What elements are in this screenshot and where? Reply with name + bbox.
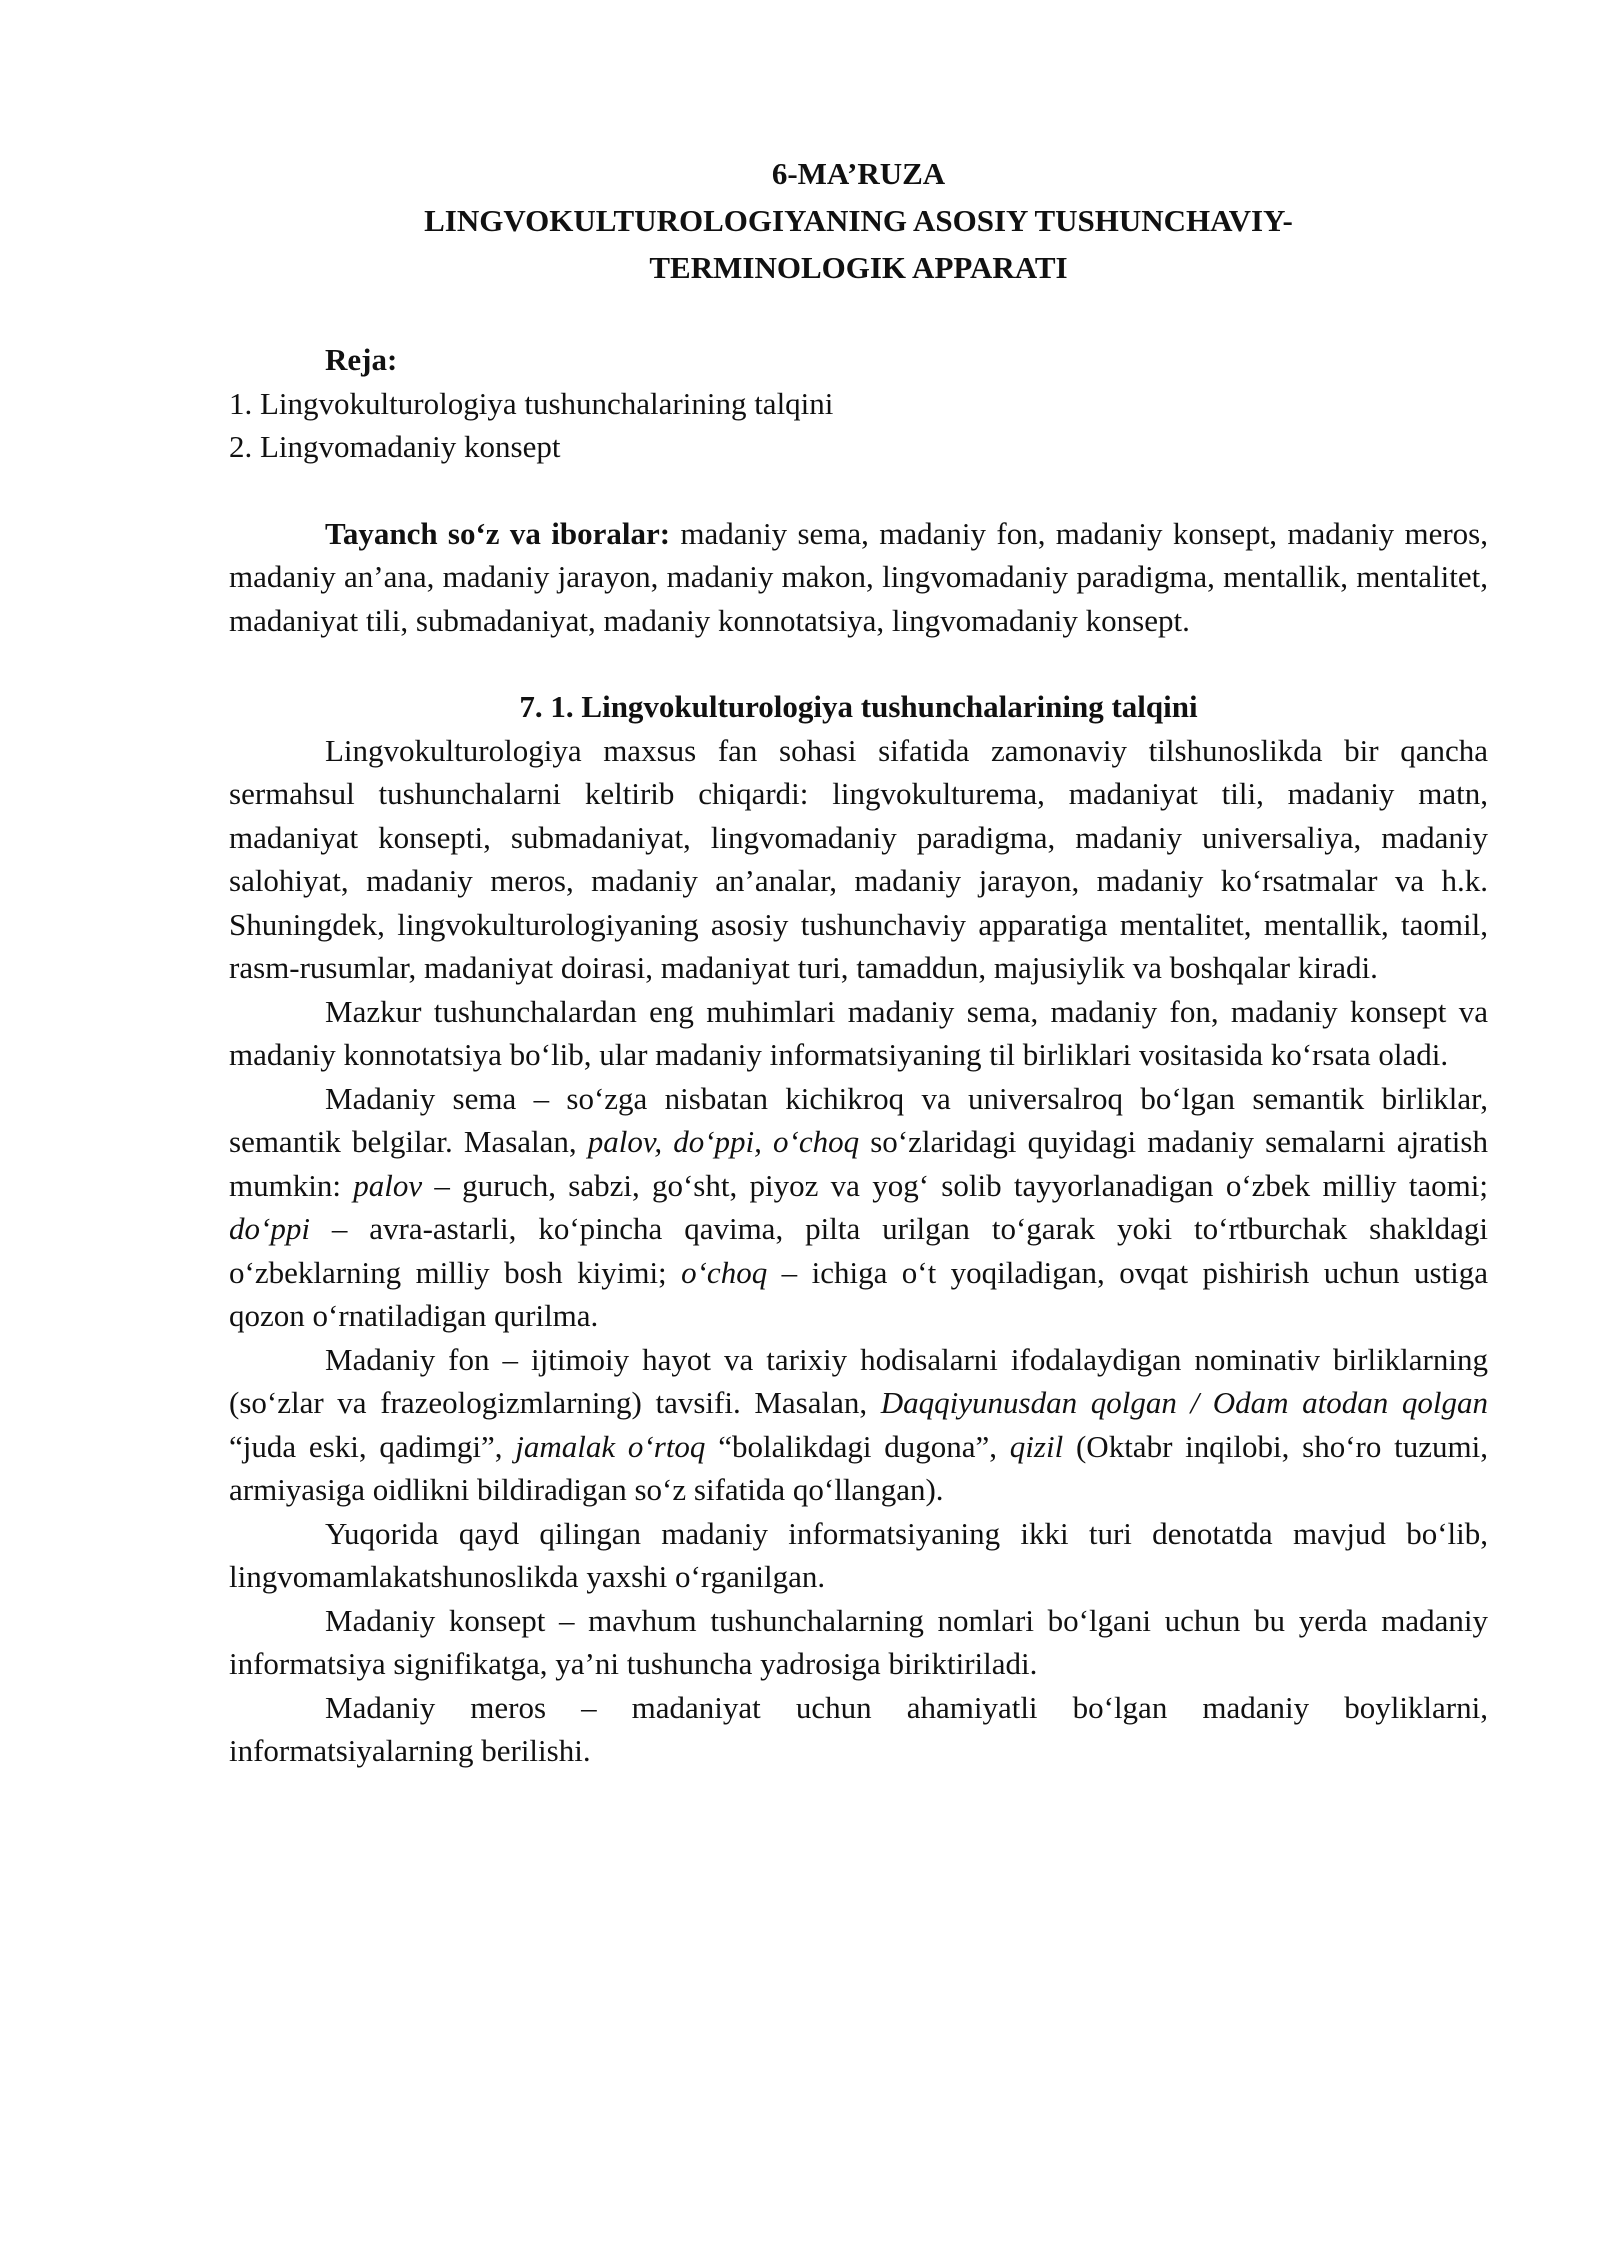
paragraph-6: Madaniy konsept – mavhum tushunchalarning nomlari bo‘lgani uchun bu yerda madaniy informatsiya signifikatga, ya’ni tushuncha yadrosiga biriktiriladi.	[229, 1602, 1488, 1681]
text-span: (Oktabr inqilobi, sho‘ro tuzumi, armiyasiga oidlikni bildiradigan so‘z sifatida qo‘llangan).	[229, 1428, 1488, 1507]
title-line-1: LINGVOKULTUROLOGIYANING ASOSIY TUSHUNCHAVIY-	[424, 203, 1293, 238]
italic-term: jamalak o‘rtoq	[515, 1428, 706, 1464]
keywords-text: madaniy sema, madaniy fon, madaniy konsept, madaniy meros, madaniy an’ana, madaniy jarayon, madaniy makon, lingvomadaniy paradigma, mentallik, mentalitet, madaniyat tili, submadaniyat, madaniy konnotatsiya, lingvomadaniy konsept.	[229, 515, 1488, 638]
section-heading: 7. 1. Lingvokulturologiya tushunchalarining talqini	[519, 689, 1198, 724]
italic-term: palov	[353, 1167, 423, 1203]
paragraph-3	[229, 1077, 1488, 1338]
text-span: “juda eski, qadimgi”,	[229, 1428, 516, 1464]
italic-term: Daqqiyunusdan qolgan / Odam atodan qolgan	[880, 1385, 1488, 1420]
spacer	[229, 291, 1488, 338]
paragraph-2: Mazkur tushunchalardan eng muhimlari madaniy sema, madaniy fon, madaniy konsept va madaniy konnotatsiya bo‘lib, ular madaniy informatsiyaning til birliklari vositasida ko‘rsata oladi.	[229, 993, 1488, 1072]
spacer	[229, 469, 1488, 512]
paragraph-7: Madaniy meros – madaniyat uchun ahamiyatli bo‘lgan madaniy boyliklarni, informatsiyalarning berilishi.	[229, 1689, 1488, 1768]
document-title	[229, 150, 1488, 291]
paragraph-4	[229, 1338, 1488, 1512]
italic-term: do‘ppi	[229, 1211, 310, 1246]
plan-heading: Reja:	[325, 342, 398, 377]
paragraph-5: Yuqorida qayd qilingan madaniy informatsiyaning ikki turi denotatda mavjud bo‘lib, lingvomamlakatshunoslikda yaxshi o‘rganilgan.	[229, 1515, 1488, 1594]
text-span: so‘zlaridagi quyidagi madaniy semalarni ajratish mumkin:	[229, 1124, 1488, 1203]
text-span: Madaniy fon – ijtimoiy hayot va tarixiy hodisalarni ifodalaydigan nominativ birliklarning (so‘zlar va frazeologizmlarning) tavsifi. Masalan,	[229, 1341, 1488, 1420]
text-span: – ichiga o‘t yoqiladigan, ovqat pishirish uchun ustiga qozon o‘rnatiladigan qurilma.	[229, 1254, 1488, 1333]
lecture-number: 6-MA’RUZA	[771, 156, 946, 191]
text-span: Madaniy sema – so‘zga nisbatan kichikroq va universalroq bo‘lgan semantik birliklar, semantik belgilar. Masalan,	[229, 1080, 1488, 1159]
plan-item-2: 2. Lingvomadaniy konsept	[229, 429, 561, 464]
plan-section	[229, 338, 1488, 469]
italic-term: o‘choq	[681, 1254, 768, 1290]
text-span: – avra-astarli, ko‘pincha qavima, pilta urilgan to‘garak yoki to‘rtburchak shakldagi o‘zbeklarning milliy bosh kiyimi;	[229, 1211, 1488, 1290]
text-span: “bolalikdagi dugona”,	[705, 1428, 1010, 1464]
text-span: – guruch, sabzi, go‘sht, piyoz va yog‘ solib tayyorlanadigan o‘zbek milliy taomi;	[422, 1167, 1488, 1203]
title-line-2: TERMINOLOGIK APPARATI	[649, 250, 1068, 285]
keywords-label: Tayanch so‘z va iboralar:	[325, 515, 671, 551]
keywords-paragraph	[229, 512, 1488, 643]
italic-term: palov, do‘ppi, o‘choq	[587, 1124, 860, 1159]
paragraph-1: Lingvokulturologiya maxsus fan sohasi sifatida zamonaviy tilshunoslikda bir qancha sermahsul tushunchalarni keltirib chiqardi: lingvokulturema, madaniyat tili, madaniy matn, madaniyat konsepti, submadaniyat, lingvomadaniy paradigma, madaniy universaliya, madaniy salohiyat, madaniy meros, madaniy an’analar, madaniy jarayon, madaniy ko‘rsatmalar va h.k. Shuningdek, lingvokulturologiyaning asosiy tushunchaviy apparatiga mentalitet, mentallik, taomil, rasm-rusumlar, madaniyat doirasi, madaniyat turi, tamaddun, majusiylik va boshqalar kiradi.	[229, 732, 1488, 985]
plan-item-1: 1. Lingvokulturologiya tushunchalarining talqini	[229, 385, 834, 421]
italic-term: qizil	[1009, 1428, 1064, 1464]
spacer	[229, 642, 1488, 685]
